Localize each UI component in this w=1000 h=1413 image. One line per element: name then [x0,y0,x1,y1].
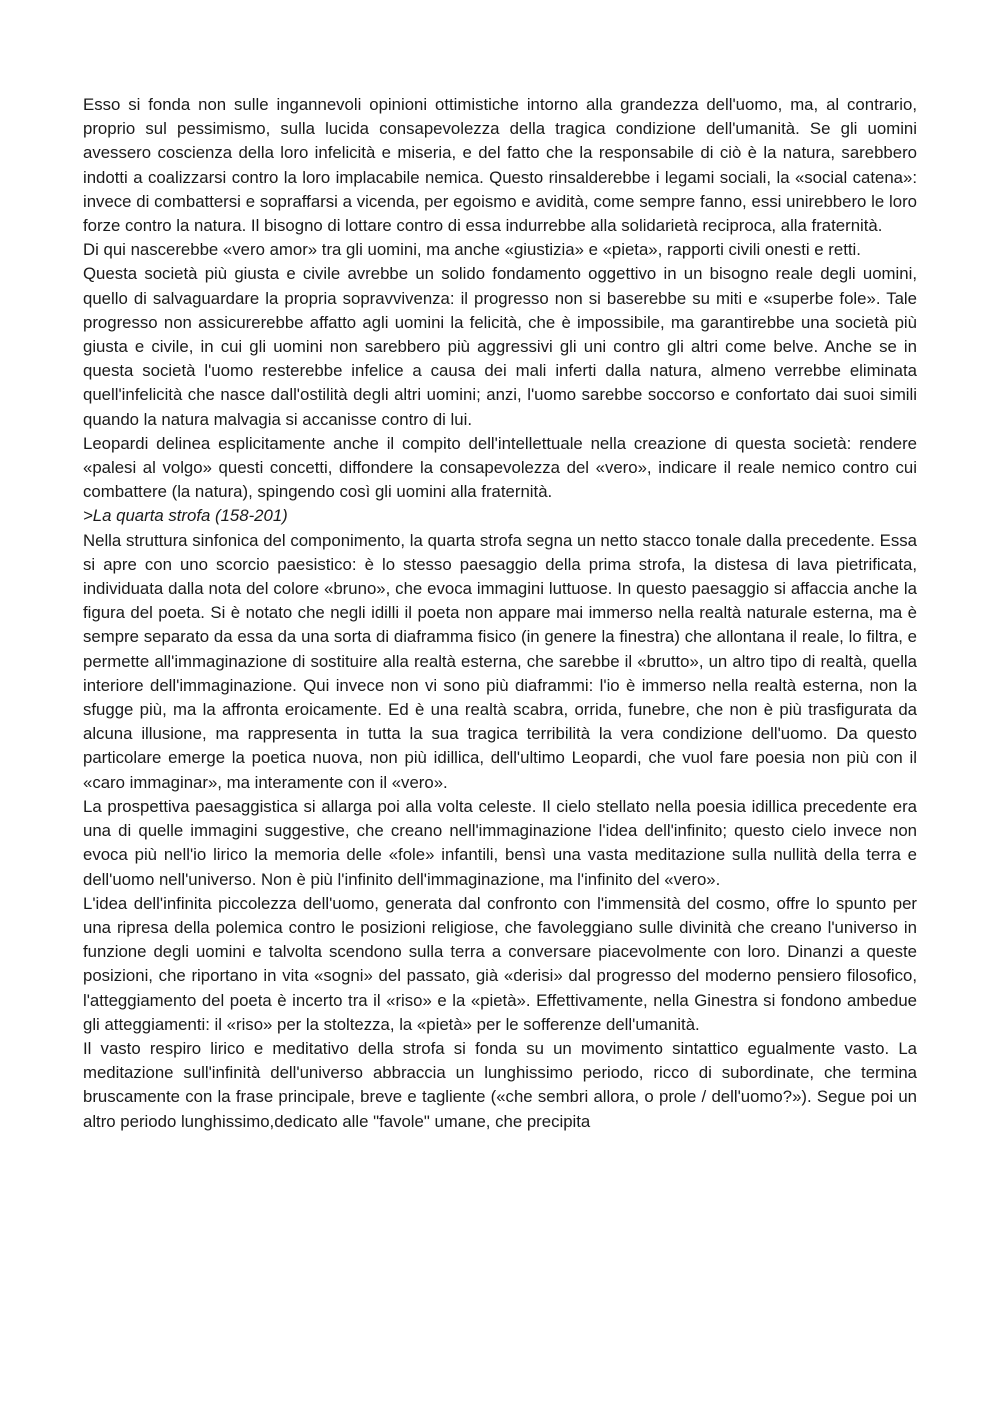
paragraph: Esso si fonda non sulle ingannevoli opinioni ottimistiche intorno alla grandezza dell'uomo, ma, al contrario, proprio sul pessimismo, sulla lucida consapevolezza della tragica condizione dell'umanità. Se gli uomini avessero coscienza della loro infelicità e miseria, e del fatto che la responsabile di ciò è la natura, sarebbero indotti a coalizzarsi contro la loro implacabile nemica. Questo rinsalderebbe i legami sociali, la «social catena»: invece di combattersi e sopraffarsi a vicenda, per egoismo e avidità, come sempre fanno, essi unirebbero le loro forze contro la natura. Il bisogno di lottare contro di essa indurrebbe alla solidarietà reciproca, alla fraternità. [83,95,917,236]
paragraph: La prospettiva paesaggistica si allarga poi alla volta celeste. Il cielo stellato nella poesia idillica precedente era una di quelle immagini suggestive, che creano nell'immaginazione l'idea dell'infinito; questo cielo invece non evoca più nell'io lirico la memoria delle «fole» infantili, bensì una vasta meditazione sulla nullità della terra e dell'uomo nell'universo. Non è più l'infinito dell'immaginazione, ma l'infinito del «vero». [83,796,917,889]
paragraph: L'idea dell'infinita piccolezza dell'uomo, generata dal confronto con l'immensità del cosmo, offre lo spunto per una ripresa della polemica contro le posizioni religiose, che favoleggiano sulle divinità che creano l'universo in funzione degli uomini e talvolta scendono sulla terra a conversare piacevolmente con loro. Dinanzi a queste posizioni, che riportano in vita «sogni» del passato, già «derisi» dal progresso del moderno pensiero filosofico, l'atteggiamento del poeta è incerto tra il «riso» e la «pietà». Effettivamente, nella Ginestra si fondono ambedue gli atteggiamenti: il «riso» per la stoltezza, la «pietà» per le sofferenze dell'umanità. [83,893,917,1034]
paragraph: Di qui nascerebbe «vero amor» tra gli uomini, ma anche «giustizia» e «pieta», rapporti civili onesti e retti. [83,240,861,260]
section-heading: >La quarta strofa (158-201) [83,506,288,526]
paragraph: Leopardi delinea esplicitamente anche il compito dell'intellettuale nella creazione di questa società: rendere «palesi al volgo» questi concetti, diffondere la consapevolezza del «vero», indicare il reale nemico contro cui combattere (la natura), spingendo così gli uomini alla fraternità. [83,433,917,502]
document-body [83,93,917,1134]
paragraph: Il vasto respiro lirico e meditativo della strofa si fonda su un movimento sintattico egualmente vasto. La meditazione sull'infinità dell'universo abbraccia un lunghissimo periodo, ricco di subordinate, che termina bruscamente con la frase principale, breve e tagliente («che sembri allora, o prole / dell'uomo?»). Segue poi un altro periodo lunghissimo,dedicato alle "favole" umane, che precipita [83,1038,917,1131]
paragraph: Questa società più giusta e civile avrebbe un solido fondamento oggettivo in un bisogno reale degli uomini, quello di salvaguardare la propria sopravvivenza: il progresso non si baserebbe su miti e «superbe fole». Tale progresso non assicurerebbe affatto agli uomini la felicità, che è impossibile, ma garantirebbe una società più giusta e civile, in cui gli uomini non sarebbero più aggressivi gli uni contro gli altri come belve. Anche se in questa società l'uomo resterebbe infelice a causa dei mali inferti dalla natura, almeno verrebbe eliminata quell'infelicità che nasce dall'ostilità degli altri uomini; anzi, l'uomo sarebbe soccorso e confortato dai suoi simili quando la natura malvagia si accanisse contro di lui. [83,264,917,429]
paragraph: Nella struttura sinfonica del componimento, la quarta strofa segna un netto stacco tonale dalla precedente. Essa si apre con uno scorcio paesistico: è lo stesso paesaggio della prima strofa, la distesa di lava pietrificata, individuata dalla nota del colore «bruno», che evoca immagini luttuose. In questo paesaggio si affaccia anche la figura del poeta. Si è notato che negli idilli il poeta non appare mai immerso nella realtà naturale esterna, ma è sempre separato da essa da una sorta di diaframma fisico (in genere la finestra) che allontana il reale, lo filtra, e permette all'immaginazione di sostituire alla realtà esterna, che sarebbe il «brutto», un altro tipo di realtà, quella interiore dell'immaginazione. Qui invece non vi sono più diaframmi: l'io è immerso nella realtà esterna, non la sfugge più, ma la affronta eroicamente. Ed è una realtà scabra, orrida, funebre, che non è più trasfigurata da alcuna illusione, ma rappresenta in tutta la sua tragica terribilità la vera condizione dell'uomo. Da questo particolare emerge la poetica nuova, non più idillica, dell'ultimo Leopardi, che vuol fare poesia non più con il «caro immaginar», ma interamente con il «vero». [83,530,917,792]
